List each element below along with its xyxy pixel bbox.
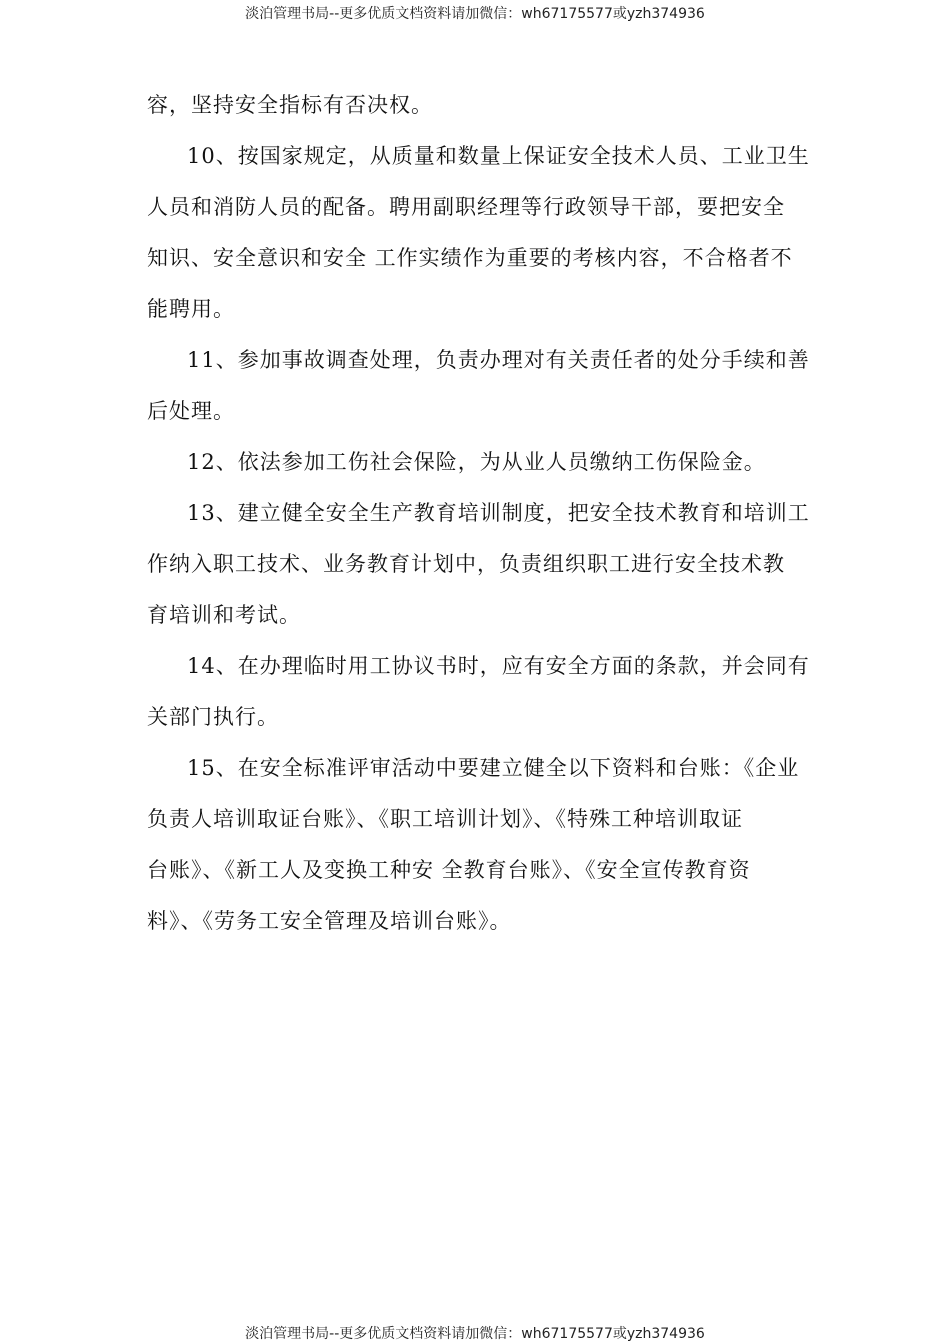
text-line: 10、按国家规定，从质量和数量上保证安全技术人员、工业卫生 <box>187 144 810 168</box>
text-line: 育培训和考试。 <box>147 603 301 627</box>
text-line: 台账》、《新工人及变换工种安 全教育台账》、《安全宣传教育资 <box>147 858 751 882</box>
text-line: 14、在办理临时用工协议书时，应有安全方面的条款，并会同有 <box>187 654 810 678</box>
text-line: 负责人培训取证台账》、《职工培训计划》、《特殊工种培训取证 <box>147 807 743 831</box>
text-line: 能聘用。 <box>147 297 235 321</box>
text-line: 知识、安全意识和安全 工作实绩作为重要的考核内容，不合格者不 <box>147 246 793 270</box>
text-line: 13、建立健全安全生产教育培训制度，把安全技术教育和培训工 <box>187 501 810 525</box>
text-line: 容，坚持安全指标有否决权。 <box>147 93 433 117</box>
text-line: 11、参加事故调查处理，负责办理对有关责任者的处分手续和善 <box>187 348 810 372</box>
text-line: 料》、《劳务工安全管理及培训台账》。 <box>147 909 512 933</box>
text-line: 12、依法参加工伤社会保险，为从业人员缴纳工伤保险金。 <box>187 450 766 474</box>
header-watermark: 淡泊管理书局--更多优质文档资料请加微信：wh67175577或yzh374936 <box>245 6 705 22</box>
text-line: 作纳入职工技术、业务教育计划中，负责组织职工进行安全技术教 <box>147 552 785 576</box>
footer-watermark: 淡泊管理书局--更多优质文档资料请加微信：wh67175577或yzh374936 <box>245 1326 705 1342</box>
text-line: 关部门执行。 <box>147 705 279 729</box>
text-line: 15、在安全标准评审活动中要建立健全以下资料和台账：《企业 <box>187 756 800 780</box>
document-body <box>147 80 815 947</box>
text-line: 后处理。 <box>147 399 235 423</box>
text-line: 人员和消防人员的配备。聘用副职经理等行政领导干部，要把安全 <box>147 195 785 219</box>
